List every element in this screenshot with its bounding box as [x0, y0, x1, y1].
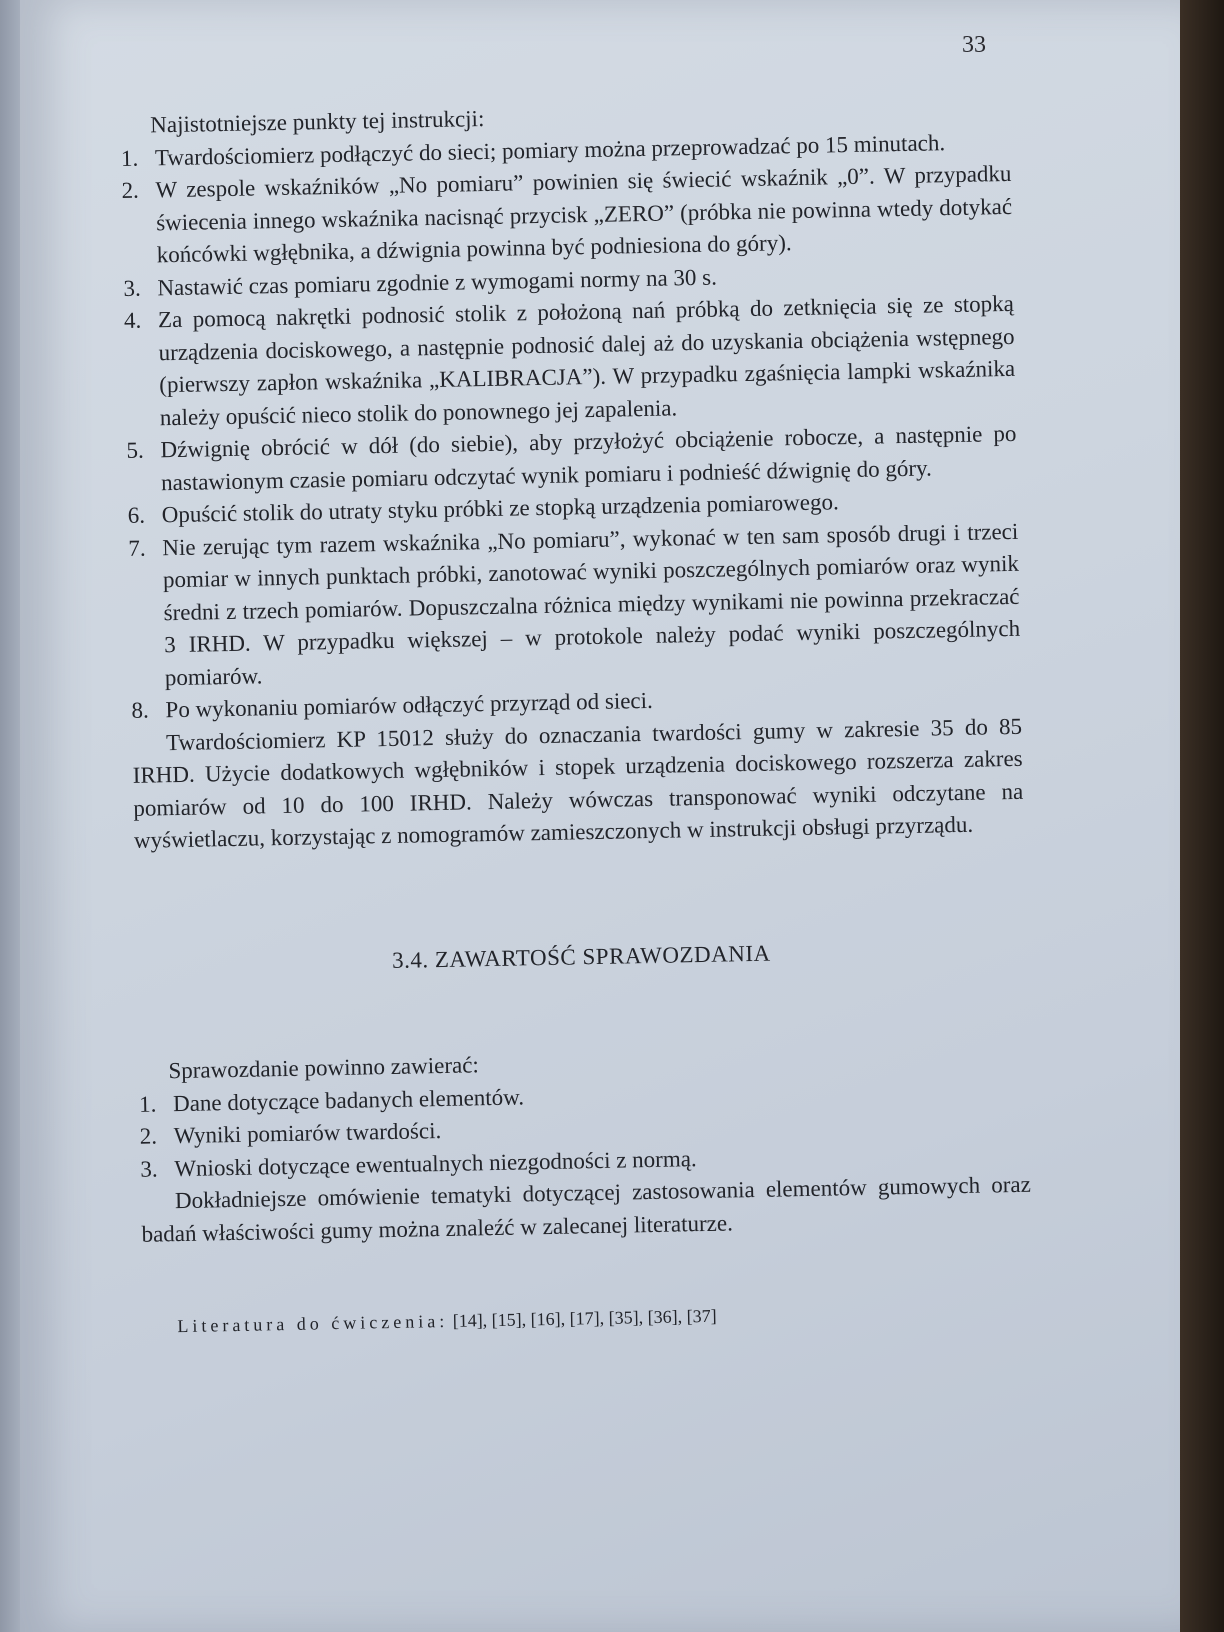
body-paragraph: Dokładniejsze omówienie tematyki dotyczącej zastosowania elementów gumowych oraz badań właściwości gumy można znaleźć w zalecanej literaturze.: [141, 1171, 1032, 1247]
table-surface: [1180, 0, 1224, 1632]
section-title: 3.4. ZAWARTOŚĆ SPRAWOZDANIA: [391, 940, 771, 973]
list-item: 1. Dane dotyczące badanych elementów.: [138, 1083, 525, 1117]
list-item: 6. Opuścić stolik do utraty styku próbki ze stopką urządzenia pomiarowego.: [127, 489, 839, 528]
list-item: 7. Nie zerując tym razem wskaźnika „No pomiaru”, wykonać w ten sam sposób drugi i trzeci pomiar w innych punktach próbki, zanotować wyniki poszczególnych pomiarów oraz wynik średni z trzech pomiarów. Dopuszczalna różnica między wynikami nie powinna przekraczać 3 IRHD. W przypadku większej – w protokole należy podać wyniki poszczególnych pomiarów.: [128, 518, 1021, 690]
list-item: 3. Wnioski dotyczące ewentualnych niezgodności z normą.: [140, 1145, 697, 1182]
report-list: [139, 1071, 1031, 1186]
list-item: 2. W zespole wskaźników „No pomiaru” powinien się świecić wskaźnik „0”. W przypadku świecenia innego wskaźnika nacisnąć przycisk „ZERO” (próbka nie powinna wtedy dotykać końcówki wgłębnika, a dźwignia powinna być podniesiona do góry).: [121, 160, 1013, 268]
page-number: 33: [962, 32, 986, 58]
list-item: 2. Wyniki pomiarów twardości.: [139, 1118, 442, 1149]
literature-label: Literatura do ćwiczenia:: [177, 1310, 449, 1337]
list-item: 5. Dźwignię obrócić w dół (do siebie), aby przyłożyć obciążenie robocze, a następnie po nastawionym czasie pomiaru odczytać wynik pomiaru i podnieść dźwignię do góry.: [126, 420, 1017, 495]
list-item: 8. Po wykonaniu pomiarów odłączyć przyrząd od sieci.: [131, 687, 654, 723]
report-intro: Sprawozdanie powinno zawierać:: [168, 1052, 480, 1084]
list-item: 1. Twardościomierz podłączyć do sieci; pomiary można przeprowadzać po 15 minutach.: [120, 129, 946, 171]
body-paragraph: Twardościomierz KP 15012 służy do oznaczania twardości gumy w zakresie 35 do 85 IRHD. Użycie dodatkowych wgłębników i stopek urządzenia dociskowego rozszerza zakres pomiarów od 10 do 100 IRHD. Należy wówczas transponować wyniki odczytane na wyświetlaczu, korzystając z nomogramów zamieszczonych w instrukcji obsługi przyrządu.: [132, 713, 1024, 853]
literature-refs: [14], [15], [16], [17], [35], [36], [37]: [452, 1305, 717, 1331]
literature-references: [143, 1294, 1033, 1344]
instructions-list: [121, 125, 1022, 727]
list-item: 4. Za pomocą nakrętki podnosić stolik z położoną nań próbką do zetknięcia się ze stopką urządzenia dociskowego, a następnie podnosić dalej aż do uzyskania obciążenia wstępnego (pierwszy zapłon wskaźnika „KALIBRACJA”). W przypadku zgaśnięcia lampki wskaźnika należy opuścić nieco stolik do ponownego jej zapalenia.: [123, 290, 1016, 430]
book-page: [20, 0, 1180, 1632]
page-content: [120, 93, 1034, 1343]
instructions-intro: Najistotniejsze punkty tej instrukcji:: [150, 106, 485, 138]
list-item: 3. Nastawić czas pomiaru zgodnie z wymogami normy na 30 s.: [123, 264, 718, 301]
